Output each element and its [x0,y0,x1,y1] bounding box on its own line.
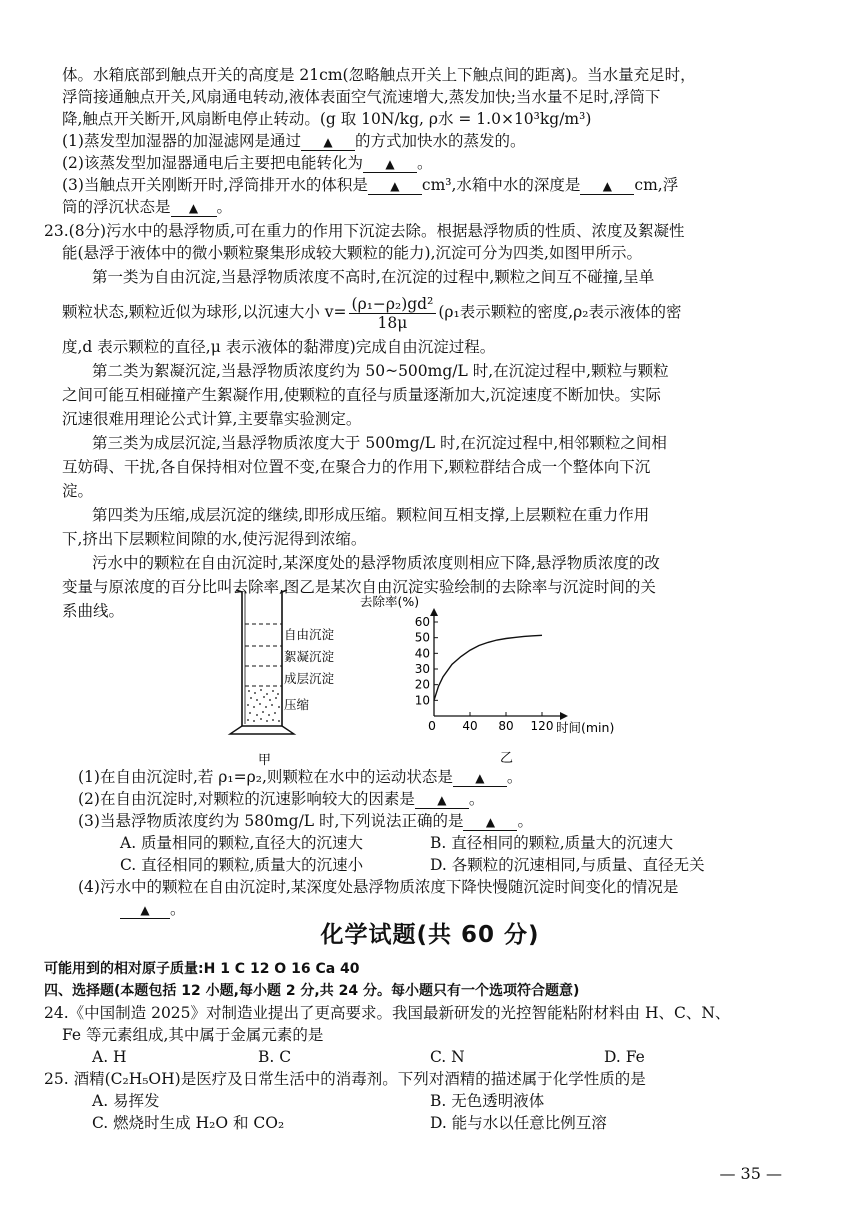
layer-label-flocculent: 絮凝沉淀 [284,649,335,664]
q23-intro: 能(悬浮于液体中的微小颗粒聚集形成较大颗粒的能力),沉淀可分为四类,如图甲所示。 [62,244,642,262]
x-tick-label: 80 [498,719,514,733]
section-four-heading: 四、选择题(本题包括 12 小题,每小题 2 分,共 24 分。每小题只有一个选项符合题意) [44,983,580,999]
q23-paragraph: 下,挤出下层颗粒间隙的水,使污泥得到浓缩。 [62,530,367,548]
y-tick-label: 30 [414,662,430,676]
q23-option-d[interactable]: D. 各颗粒的沉速相同,与质量、直径无关 [430,856,705,874]
answer-blank[interactable]: ▲ [453,768,507,787]
q25-option-c[interactable]: C. 燃烧时生成 H₂O 和 CO₂ [92,1114,285,1132]
q23-option-c[interactable]: C. 直径相同的颗粒,质量大的沉速小 [120,856,364,874]
figure-caption-b: 乙 [500,751,514,766]
sludge-particles [247,689,280,722]
q23-option-a[interactable]: A. 质量相同的颗粒,直径大的沉速大 [120,834,363,852]
chart-ylabel: 去除率(%) [360,594,420,609]
q24-option-b[interactable]: B. C [258,1048,292,1066]
answer-blank[interactable]: ▲ [463,812,517,831]
stokes-formula: $\frac{\text{(ρ₁−ρ₂)gd²}}{18\mu}$ [349,295,437,332]
answer-blank[interactable]: ▲ [415,790,469,809]
figure-caption-a: 甲 [258,753,272,768]
x-axis-arrow [560,712,568,720]
q22-sub3-cont: 筒的浮沉状态是 ▲ 。 [62,198,233,216]
x-origin-label: 0 [428,718,436,733]
layer-label-free: 自由沉淀 [284,627,335,642]
q23-formula-line: 颗粒状态,颗粒近似为球形,以沉速大小 v= $\frac{\text{(ρ₁−ρ₂)gd²}}{18\mu}$ (ρ₁表示颗粒的密度,ρ₂表示液体的密 [62,294,682,332]
answer-blank[interactable]: ▲ [363,154,417,173]
q24-option-d[interactable]: D. Fe [604,1048,645,1066]
q23-paragraph: 污水中的颗粒在自由沉淀时,某深度处的悬浮物质浓度则相应下降,悬浮物质浓度的改 [92,554,660,572]
q23-option-b[interactable]: B. 直径相同的颗粒,质量大的沉速大 [430,834,674,852]
q25-option-a[interactable]: A. 易挥发 [92,1092,160,1110]
q22-sub1: (1)蒸发型加湿器的加湿滤网是通过 ▲ 的方式加快水的蒸发的。 [62,132,526,150]
q24-option-a[interactable]: A. H [92,1048,127,1066]
q23-sub4-answer: ▲ 。 [120,898,810,920]
cylinder-outline [236,590,287,726]
chart-xlabel: 时间(min) [556,720,615,735]
x-ticks [462,712,553,733]
q23-paragraph: 变量与原浓度的百分比叫去除率,图乙是某次自由沉淀实验绘制的去除率与沉淀时间的关 [62,578,656,596]
q23-sub2: (2)在自由沉淀时,对颗粒的沉速影响较大的因素是 ▲ 。 [78,790,485,808]
q23-sub4: (4)污水中的颗粒在自由沉淀时,某深度处悬浮物质浓度下降快慢随沉淀时间变化的情况是 [78,878,679,896]
q23-paragraph: 之间可能互相碰撞产生絮凝作用,使颗粒的直径与质量逐渐加大,沉淀速度不断加快。实际 [62,386,661,404]
q23-paragraph: 沉速很难用理论公式计算,主要靠实验测定。 [62,410,362,428]
q23-paragraph: 第二类为絮凝沉淀,当悬浮物质浓度约为 50~500mg/L 时,在沉淀过程中,颗粒与颗粒 [92,362,669,380]
x-tick-label: 40 [462,719,478,733]
q23-paragraph: 第四类为压缩,成层沉淀的继续,即形成压缩。颗粒间互相支撑,上层颗粒在重力作用 [92,506,650,524]
y-tick-label: 10 [414,693,430,708]
y-tick-label: 60 [414,615,430,629]
answer-blank[interactable]: ▲ [171,198,217,217]
q24-stem: 24.《中国制造 2025》对制造业提出了更高要求。我国最新研发的光控智能粘附材料由 H、C、N、 [44,1004,731,1022]
answer-blank[interactable]: ▲ [368,176,422,195]
q22-sub3: (3)当触点开关刚断开时,浮筒排开水的体积是 ▲ cm³,水箱中水的深度是 ▲ cm,浮 [62,176,679,194]
atomic-mass-note: 可能用到的相对原子质量:H 1 C 12 O 16 Ca 40 [44,961,360,977]
figure-cylinder [220,578,380,768]
q23-paragraph: 淀。 [62,482,94,500]
page-number: — 35 — [719,1164,782,1183]
q22-text-line: 体。水箱底部到触点开关的高度是 21cm(忽略触点开关上下触点间的距离)。当水量充足时， [62,66,696,84]
q23-paragraph: 第一类为自由沉淀,当悬浮物质浓度不高时,在沉淀的过程中,颗粒之间互不碰撞,呈单 [92,268,655,286]
q25-stem: 25. 酒精(C₂H₅OH)是医疗及日常生活中的消毒剂。下列对酒精的描述属于化学性质的是 [44,1070,646,1088]
q22-sub2: (2)该蒸发型加湿器通电后主要把电能转化为 ▲ 。 [62,154,433,172]
q23-paragraph: 系曲线。 [62,602,125,620]
q24-stem: Fe 等元素组成,其中属于金属元素的是 [62,1026,324,1044]
q23-intro: 23.(8分)污水中的悬浮物质,可在重力的作用下沉淀去除。根据悬浮物质的性质、浓度及絮凝性 [44,222,685,240]
x-tick-label: 120 [530,719,554,733]
layer-label-zone: 成层沉淀 [284,671,335,686]
chemistry-section-title: 化学试题(共 60 分) [320,922,540,948]
layer-label-compression: 压缩 [284,697,310,712]
y-tick-label: 40 [414,646,430,661]
removal-curve [434,635,542,700]
q25-option-d[interactable]: D. 能与水以任意比例互溶 [430,1114,607,1132]
q23-paragraph: 第三类为成层沉淀,当悬浮物质浓度大于 500mg/L 时,在沉淀过程中,相邻颗粒之间相 [92,434,667,452]
answer-blank[interactable]: ▲ [120,900,170,919]
y-tick-label: 50 [414,630,430,645]
q23-paragraph: 度,d 表示颗粒的直径,μ 表示液体的黏滞度)完成自由沉淀过程。 [62,338,496,356]
q22-text-line: 降,触点开关断开,风扇断电停止转动。(g 取 10N/kg, ρ水 = 1.0×10³kg/m³) [62,110,592,128]
q22-text-line: 浮筒接通触点开关,风扇通电转动,液体表面空气流速增大,蒸发加快;当水量不足时,浮筒下 [62,88,661,106]
q23-sub3: (3)当悬浮物质浓度约为 580mg/L 时,下列说法正确的是 ▲ 。 [78,812,533,830]
removal-rate-chart [360,586,620,768]
y-axis-arrow [430,608,438,616]
answer-blank[interactable]: ▲ [580,176,634,195]
q23-sub1: (1)在自由沉淀时,若 ρ₁=ρ₂,则颗粒在水中的运动状态是 ▲ 。 [78,768,523,786]
y-tick-label: 20 [414,677,430,692]
cylinder-base [230,726,294,734]
answer-blank[interactable]: ▲ [301,132,355,151]
q23-paragraph: 互妨碍、干扰,各自保持相对位置不变,在聚合力的作用下,颗粒群结合成一个整体向下沉 [62,458,651,476]
q25-option-b[interactable]: B. 无色透明液体 [430,1092,545,1110]
q24-option-c[interactable]: C. N [430,1048,465,1066]
